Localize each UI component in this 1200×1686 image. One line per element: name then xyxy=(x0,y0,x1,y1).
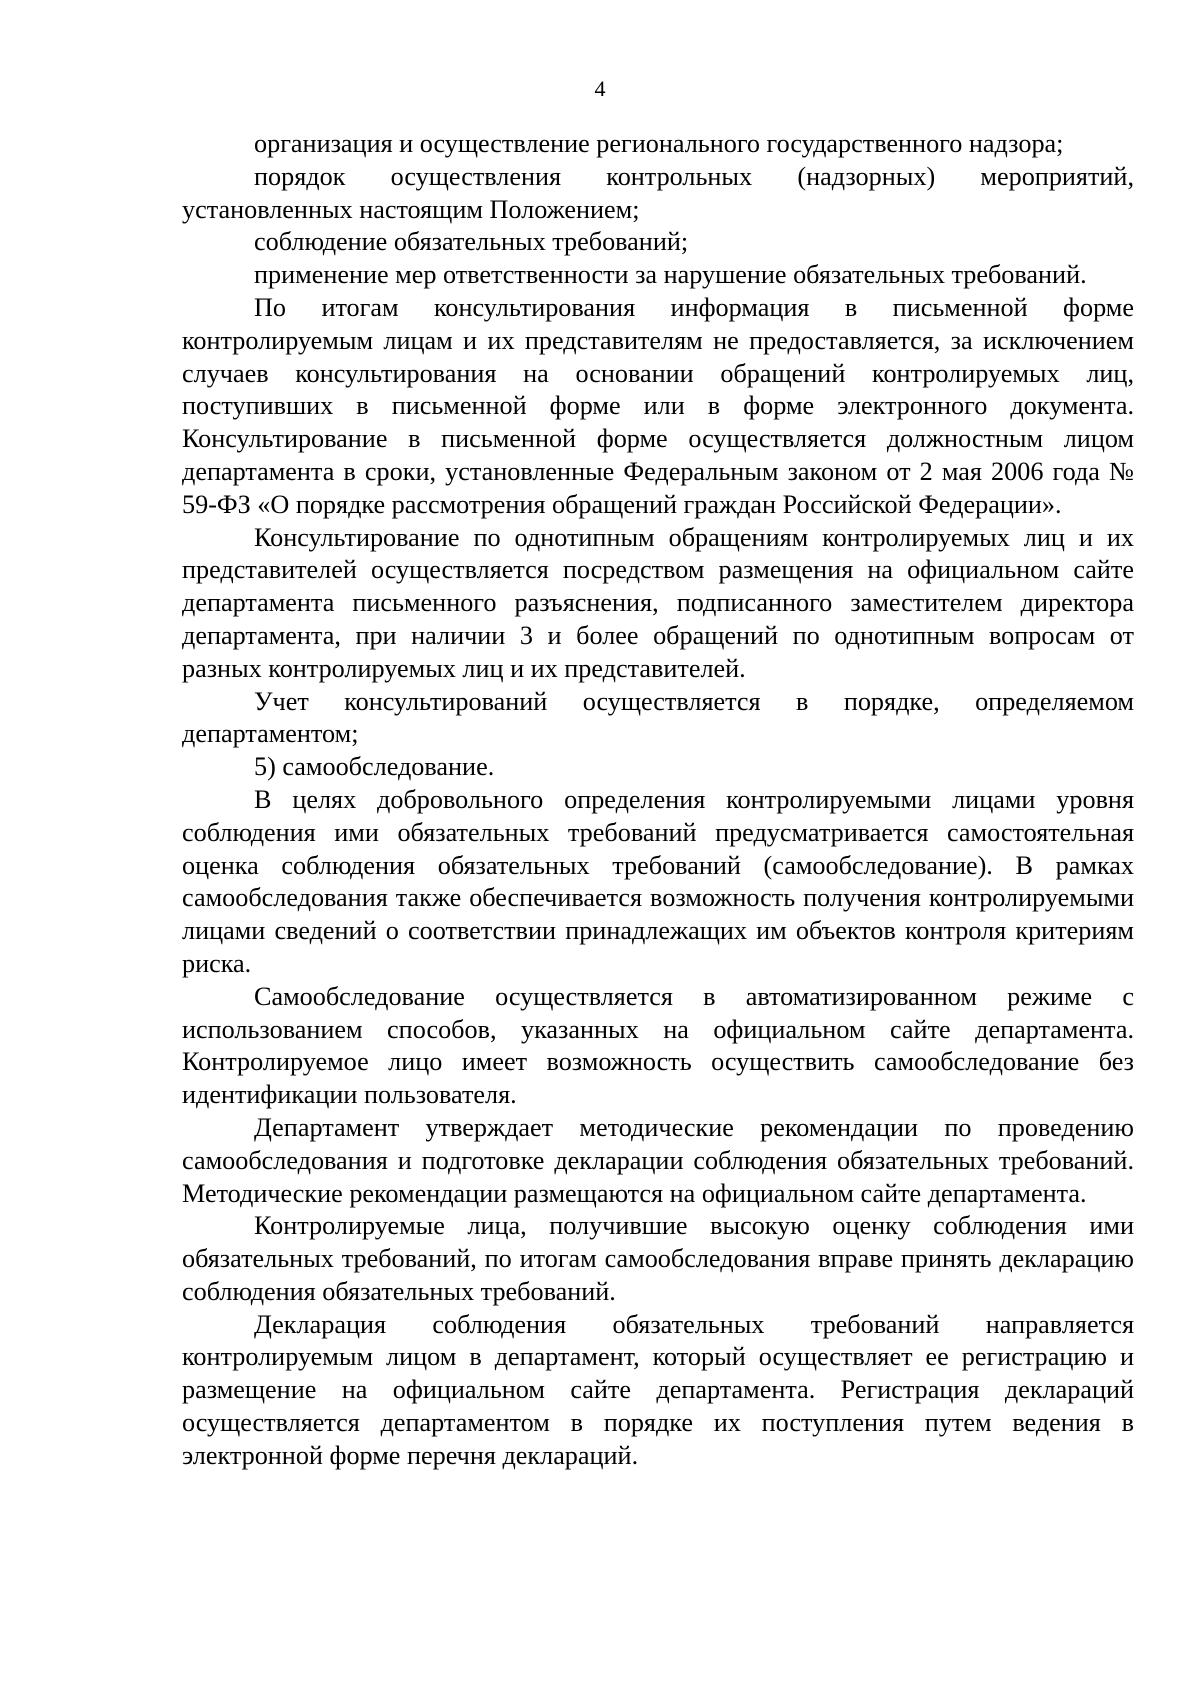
paragraph-similar-requests: Консультирование по однотипным обращениям контролируемых лиц и их представителей осуществляется посредством размещения на официальном сайте департамента письменного разъяснения, подписанного заместителем директора департамента, при наличии 3 и более обращений по однотипным вопросам от разных контролируемых лиц и их представителей. xyxy=(182,522,1134,683)
paragraph-methodical-recommendations: Департамент утверждает методические рекомендации по проведению самообследования и подготовке декларации соблюдения обязательных требований. Методические рекомендации размещаются на официальном сайте департамента. xyxy=(182,1112,1134,1208)
paragraph-control-procedure: порядок осуществления контрольных (надзорных) мероприятий, установленных настоящим Положением; xyxy=(182,161,1134,224)
paragraph-compliance: соблюдение обязательных требований; xyxy=(254,227,689,257)
paragraph-self-inspection-heading: 5) самообследование. xyxy=(254,752,495,782)
document-body xyxy=(182,128,1134,1473)
paragraph-liability: применение мер ответственности за нарушение обязательных требований. xyxy=(254,260,1087,290)
paragraph-declaration-right: Контролируемые лица, получившие высокую оценку соблюдения ими обязательных требований, по итогам самообследования вправе принять декларацию соблюдения обязательных требований. xyxy=(182,1211,1134,1306)
paragraph-consultation-accounting: Учет консультирований осуществляется в порядке, определяемом департаментом; xyxy=(182,686,1134,749)
paragraph-consultation-results: По итогам консультирования информация в письменной форме контролируемым лицам и их представителям не предоставляется, за исключением случаев консультирования на основании обращений контролируемых лиц, поступивших в письменной форме или в форме электронного документа. Консультирование в письменной форме осуществляется должностным лицом департамента в сроки, установленные Федеральным законом от 2 мая 2006 года № 59-ФЗ «О порядке рассмотрения обращений граждан Российской Федерации». xyxy=(182,292,1134,519)
paragraph-declaration-registration: Декларация соблюдения обязательных требований направляется контролируемым лицом в департамент, который осуществляет ее регистрацию и размещение на официальном сайте департамента. Регистрация деклараций осуществляется департаментом в порядке их поступления путем ведения в электронной форме перечня деклараций. xyxy=(182,1309,1134,1470)
paragraph-self-inspection-purpose: В целях добровольного определения контролируемыми лицами уровня соблюдения ими обязательных требований предусматривается самостоятельная оценка соблюдения обязательных требований (самообследование). В рамках самообследования также обеспечивается возможность получения контролируемыми лицами сведений о соответствии принадлежащих им объектов контроля критериям риска. xyxy=(182,784,1134,978)
paragraph-regional-supervision: организация и осуществление регионального государственного надзора; xyxy=(254,129,1064,158)
paragraph-automated-mode: Самообследование осуществляется в автоматизированном режиме с использованием способов, указанных на официальном сайте департамента. Контролируемое лицо имеет возможность осуществить самообследование без идентификации пользователя. xyxy=(182,981,1134,1110)
page-number: 4 xyxy=(594,76,606,101)
